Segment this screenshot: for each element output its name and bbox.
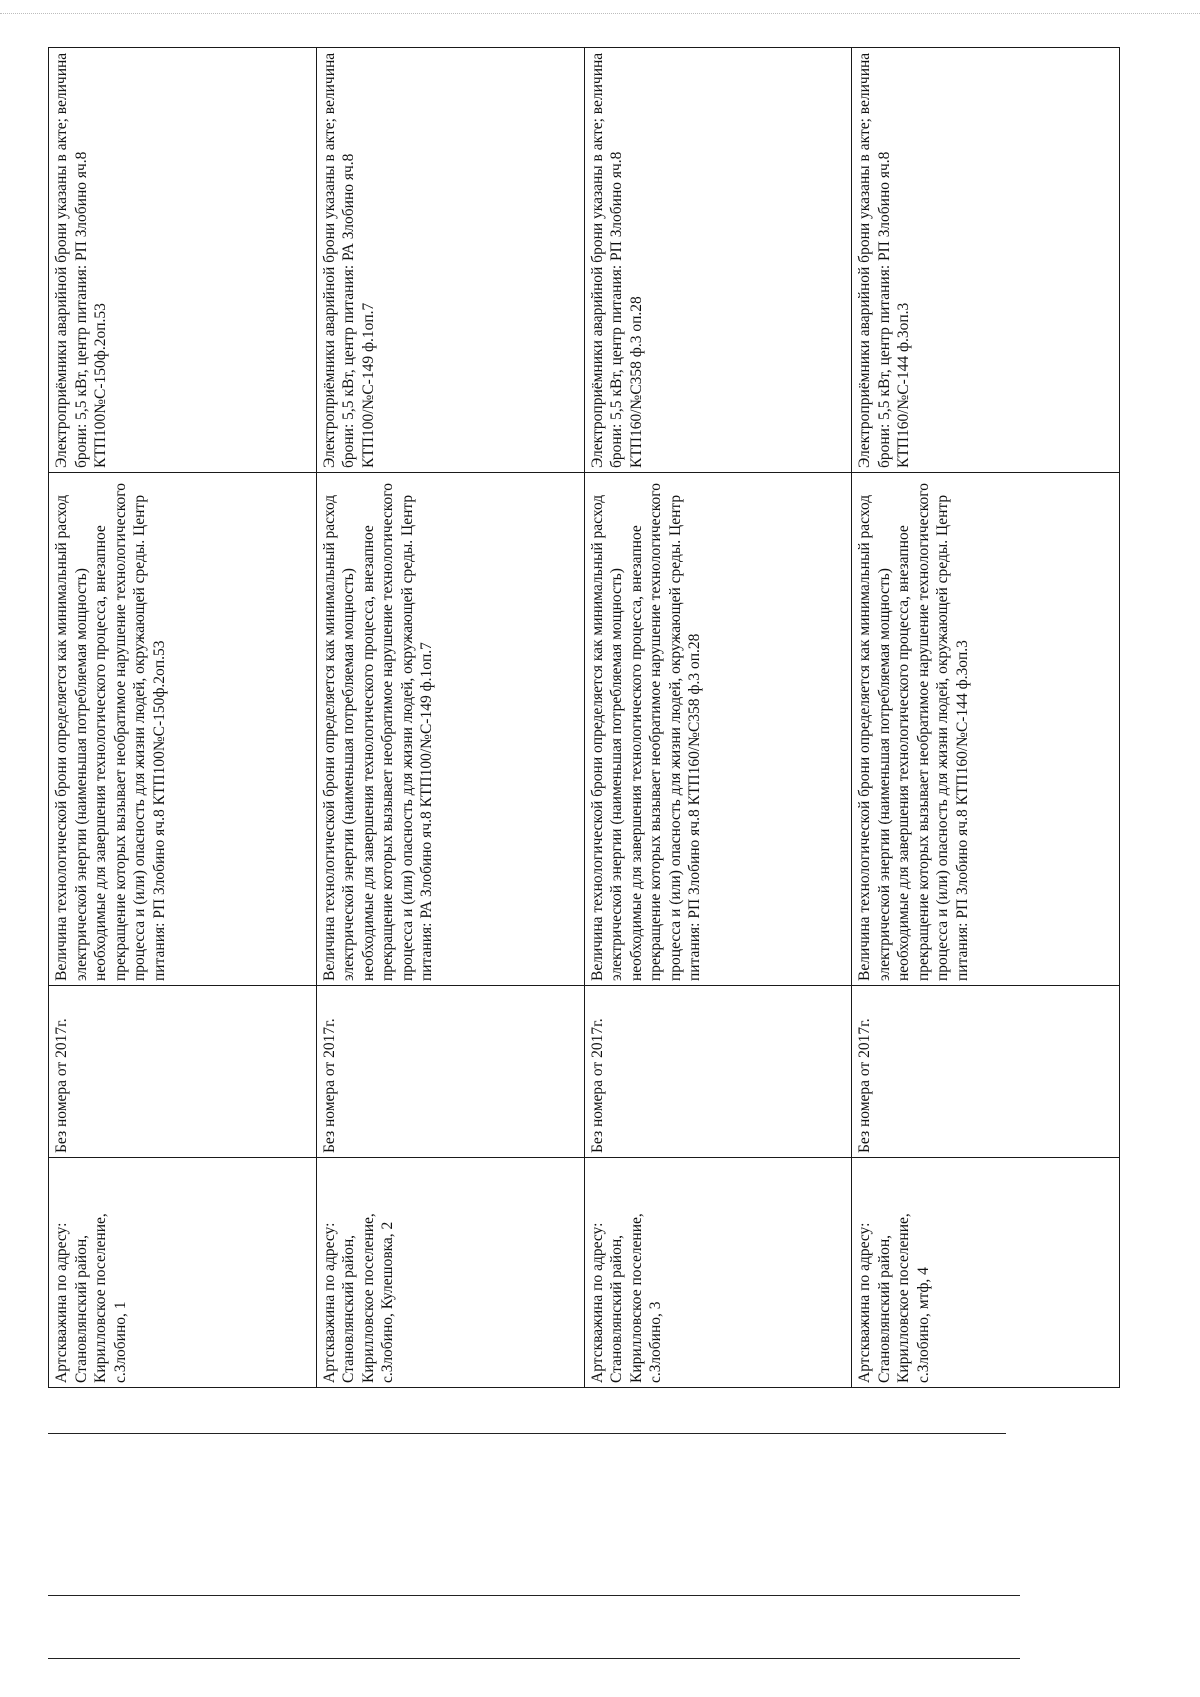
signature-line-1 [48,1433,1006,1434]
rotated-table-frame [48,48,1120,1388]
emergency-reserve-cell: Электроприёмники аварийной брони указаны в акте; величина брони: 5,5 кВт, центр питания: РА Злобино яч.8 КТП100/№С-149 ф.1оп.7 [316,48,584,473]
top-dotted-rule [0,13,1200,14]
emergency-reserve-cell: Электроприёмники аварийной брони указаны в акте; величина брони: 5,5 кВт, центр питания: РП Злобино яч.8 КТП100№С-150ф.2оп.53 [49,48,317,473]
tech-reserve-cell: Величина технологической брони определяется как минимальный расход электрической энергии (наименьшая потребляемая мощность) необходимые для завершения технологического процесса, внезапное прекращение которых вызывает необратимое нарушение технологического процесса и (или) опасность для жизни людей, окружающей среды. Центр питания: РП Злобино яч.8 КТП100№С-150ф.2оп.53 [49,473,317,986]
table-row [584,48,852,1388]
object-address-cell: Артскважина по адресу: Становлянский район, Кирилловское поселение, с.Злобино, 1 [49,1158,317,1388]
signature-line-2 [48,1595,1020,1596]
act-number-cell: Без номера от 2017г. [49,986,317,1158]
signature-line-3 [48,1658,1020,1659]
tech-reserve-cell: Величина технологической брони определяется как минимальный расход электрической энергии (наименьшая потребляемая мощность) необходимые для завершения технологического процесса, внезапное прекращение которых вызывает необратимое нарушение технологического процесса и (или) опасность для жизни людей, окружающей среды. Центр питания: РА Злобино яч.8 КТП100/№С-149 ф.1оп.7 [316,473,584,986]
object-address-cell: Артскважина по адресу: Становлянский район, Кирилловское поселение, с.Злобино, мтф, 4 [852,1158,1120,1388]
emergency-reserve-cell: Электроприёмники аварийной брони указаны в акте; величина брони: 5,5 кВт, центр питания: РП Злобино яч.8 КТП160/№С-144 ф.3оп.3 [852,48,1120,473]
table-row [316,48,584,1388]
tech-reserve-cell: Величина технологической брони определяется как минимальный расход электрической энергии (наименьшая потребляемая мощность) необходимые для завершения технологического процесса, внезапное прекращение которых вызывает необратимое нарушение технологического процесса и (или) опасность для жизни людей, окружающей среды. Центр питания: РП Злобино яч.8 КТП160/№С358 ф.3 оп.28 [584,473,852,986]
table-row [49,48,317,1388]
act-number-cell: Без номера от 2017г. [584,986,852,1158]
table-row [852,48,1120,1388]
act-number-cell: Без номера от 2017г. [852,986,1120,1158]
reserve-table [48,47,1120,1388]
table-container [48,48,1120,1388]
emergency-reserve-cell: Электроприёмники аварийной брони указаны в акте; величина брони: 5,5 кВт, центр питания: РП Злобино яч.8 КТП160/№С358 ф.3 оп.28 [584,48,852,473]
object-address-cell: Артскважина по адресу: Становлянский район, Кирилловское поселение, с.Злобино, Кулешовка, 2 [316,1158,584,1388]
act-number-cell: Без номера от 2017г. [316,986,584,1158]
tech-reserve-cell: Величина технологической брони определяется как минимальный расход электрической энергии (наименьшая потребляемая мощность) необходимые для завершения технологического процесса, внезапное прекращение которых вызывает необратимое нарушение технологического процесса и (или) опасность для жизни людей, окружающей среды. Центр питания: РП Злобино яч.8 КТП160/№С-144 ф.3оп.3 [852,473,1120,986]
object-address-cell: Артскважина по адресу: Становлянский район, Кирилловское поселение, с.Злобино, 3 [584,1158,852,1388]
